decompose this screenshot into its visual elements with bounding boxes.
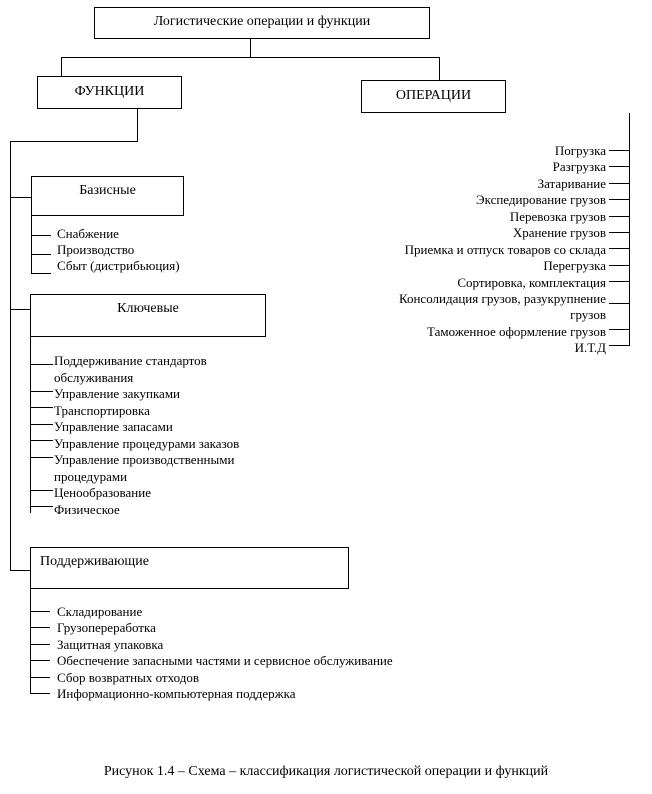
connector bbox=[30, 424, 53, 425]
key-item: Управление производственными bbox=[54, 452, 235, 467]
operation-item: Хранение грузов bbox=[512, 225, 606, 240]
connector bbox=[30, 677, 50, 678]
support-item: Информационно-компьютерная поддержка bbox=[57, 686, 296, 701]
key-item: Управление закупками bbox=[54, 386, 181, 401]
connector bbox=[61, 57, 440, 58]
connector bbox=[10, 570, 31, 571]
connector bbox=[609, 166, 630, 167]
connector bbox=[30, 440, 53, 441]
connector bbox=[30, 644, 50, 645]
group-key-label: Ключевые bbox=[117, 301, 179, 316]
group-support-label: Поддерживающие bbox=[40, 554, 149, 569]
key-item: Физическое bbox=[54, 502, 120, 517]
connector bbox=[439, 57, 440, 81]
connector bbox=[30, 506, 53, 507]
basic-item: Сбыт (дистрибьюция) bbox=[57, 258, 180, 273]
operation-item: Погрузка bbox=[554, 143, 606, 158]
connector bbox=[609, 281, 630, 282]
connector bbox=[609, 150, 630, 151]
connector bbox=[609, 329, 630, 330]
connector bbox=[609, 183, 630, 184]
basic-item: Снабжение bbox=[57, 226, 119, 241]
key-item: Ценообразование bbox=[54, 485, 151, 500]
connector bbox=[61, 57, 62, 77]
group-basic-label: Базисные bbox=[79, 183, 136, 198]
operation-item: Таможенное оформление грузов bbox=[427, 324, 606, 339]
key-item: Управление запасами bbox=[54, 419, 173, 434]
operation-item: И.Т.Д bbox=[574, 340, 606, 355]
operation-item: грузов bbox=[570, 307, 606, 322]
connector bbox=[30, 693, 50, 694]
connector bbox=[609, 248, 630, 249]
operations-trunk bbox=[629, 113, 630, 346]
operation-item: Перегрузка bbox=[543, 258, 606, 273]
key-item: Транспортировка bbox=[54, 403, 150, 418]
connector bbox=[609, 265, 630, 266]
connector bbox=[609, 216, 630, 217]
connector bbox=[30, 660, 50, 661]
connector bbox=[30, 611, 50, 612]
operation-item: Консолидация грузов, разукрупнение bbox=[398, 291, 606, 306]
basic-item: Производство bbox=[57, 242, 135, 257]
connector bbox=[31, 235, 51, 236]
connector bbox=[30, 589, 31, 694]
connector bbox=[10, 197, 32, 198]
operation-item: Затаривание bbox=[537, 176, 606, 191]
figure-caption: Рисунок 1.4 – Схема – классификация логистической операции и функций bbox=[103, 764, 549, 779]
functions-node-label: ФУНКЦИИ bbox=[74, 84, 145, 99]
operation-item: Разгрузка bbox=[552, 159, 606, 174]
connector bbox=[250, 39, 251, 57]
connector bbox=[609, 303, 630, 304]
connector bbox=[31, 254, 51, 255]
key-item: процедурами bbox=[54, 469, 128, 484]
operation-item: Перевозка грузов bbox=[509, 209, 606, 224]
connector bbox=[30, 490, 53, 491]
connector bbox=[31, 273, 51, 274]
functions-trunk bbox=[10, 141, 11, 571]
support-item: Обеспечение запасными частями и сервисное обслуживание bbox=[57, 653, 393, 668]
root-node-label: Логистические операции и функции bbox=[153, 14, 371, 29]
connector bbox=[609, 345, 630, 346]
key-item: обслуживания bbox=[54, 370, 134, 385]
connector bbox=[30, 364, 53, 365]
connector bbox=[10, 141, 138, 142]
connector bbox=[30, 457, 53, 458]
support-item: Защитная упаковка bbox=[57, 637, 164, 652]
operation-item: Экспедирование грузов bbox=[476, 192, 606, 207]
support-item: Грузопереработка bbox=[57, 620, 156, 635]
operation-item: Приемка и отпуск товаров со склада bbox=[404, 242, 606, 257]
connector bbox=[30, 407, 53, 408]
support-item: Сбор возвратных отходов bbox=[57, 670, 199, 685]
connector bbox=[137, 109, 138, 141]
operation-item: Сортировка, комплектация bbox=[457, 275, 606, 290]
connector bbox=[30, 391, 53, 392]
key-item: Управление процедурами заказов bbox=[54, 436, 240, 451]
operations-node-label: ОПЕРАЦИИ bbox=[395, 88, 472, 103]
support-item: Складирование bbox=[57, 604, 143, 619]
connector bbox=[10, 309, 31, 310]
connector bbox=[609, 232, 630, 233]
connector bbox=[30, 627, 50, 628]
connector bbox=[609, 199, 630, 200]
connector bbox=[31, 216, 32, 274]
key-item: Поддерживание стандартов bbox=[54, 353, 207, 368]
